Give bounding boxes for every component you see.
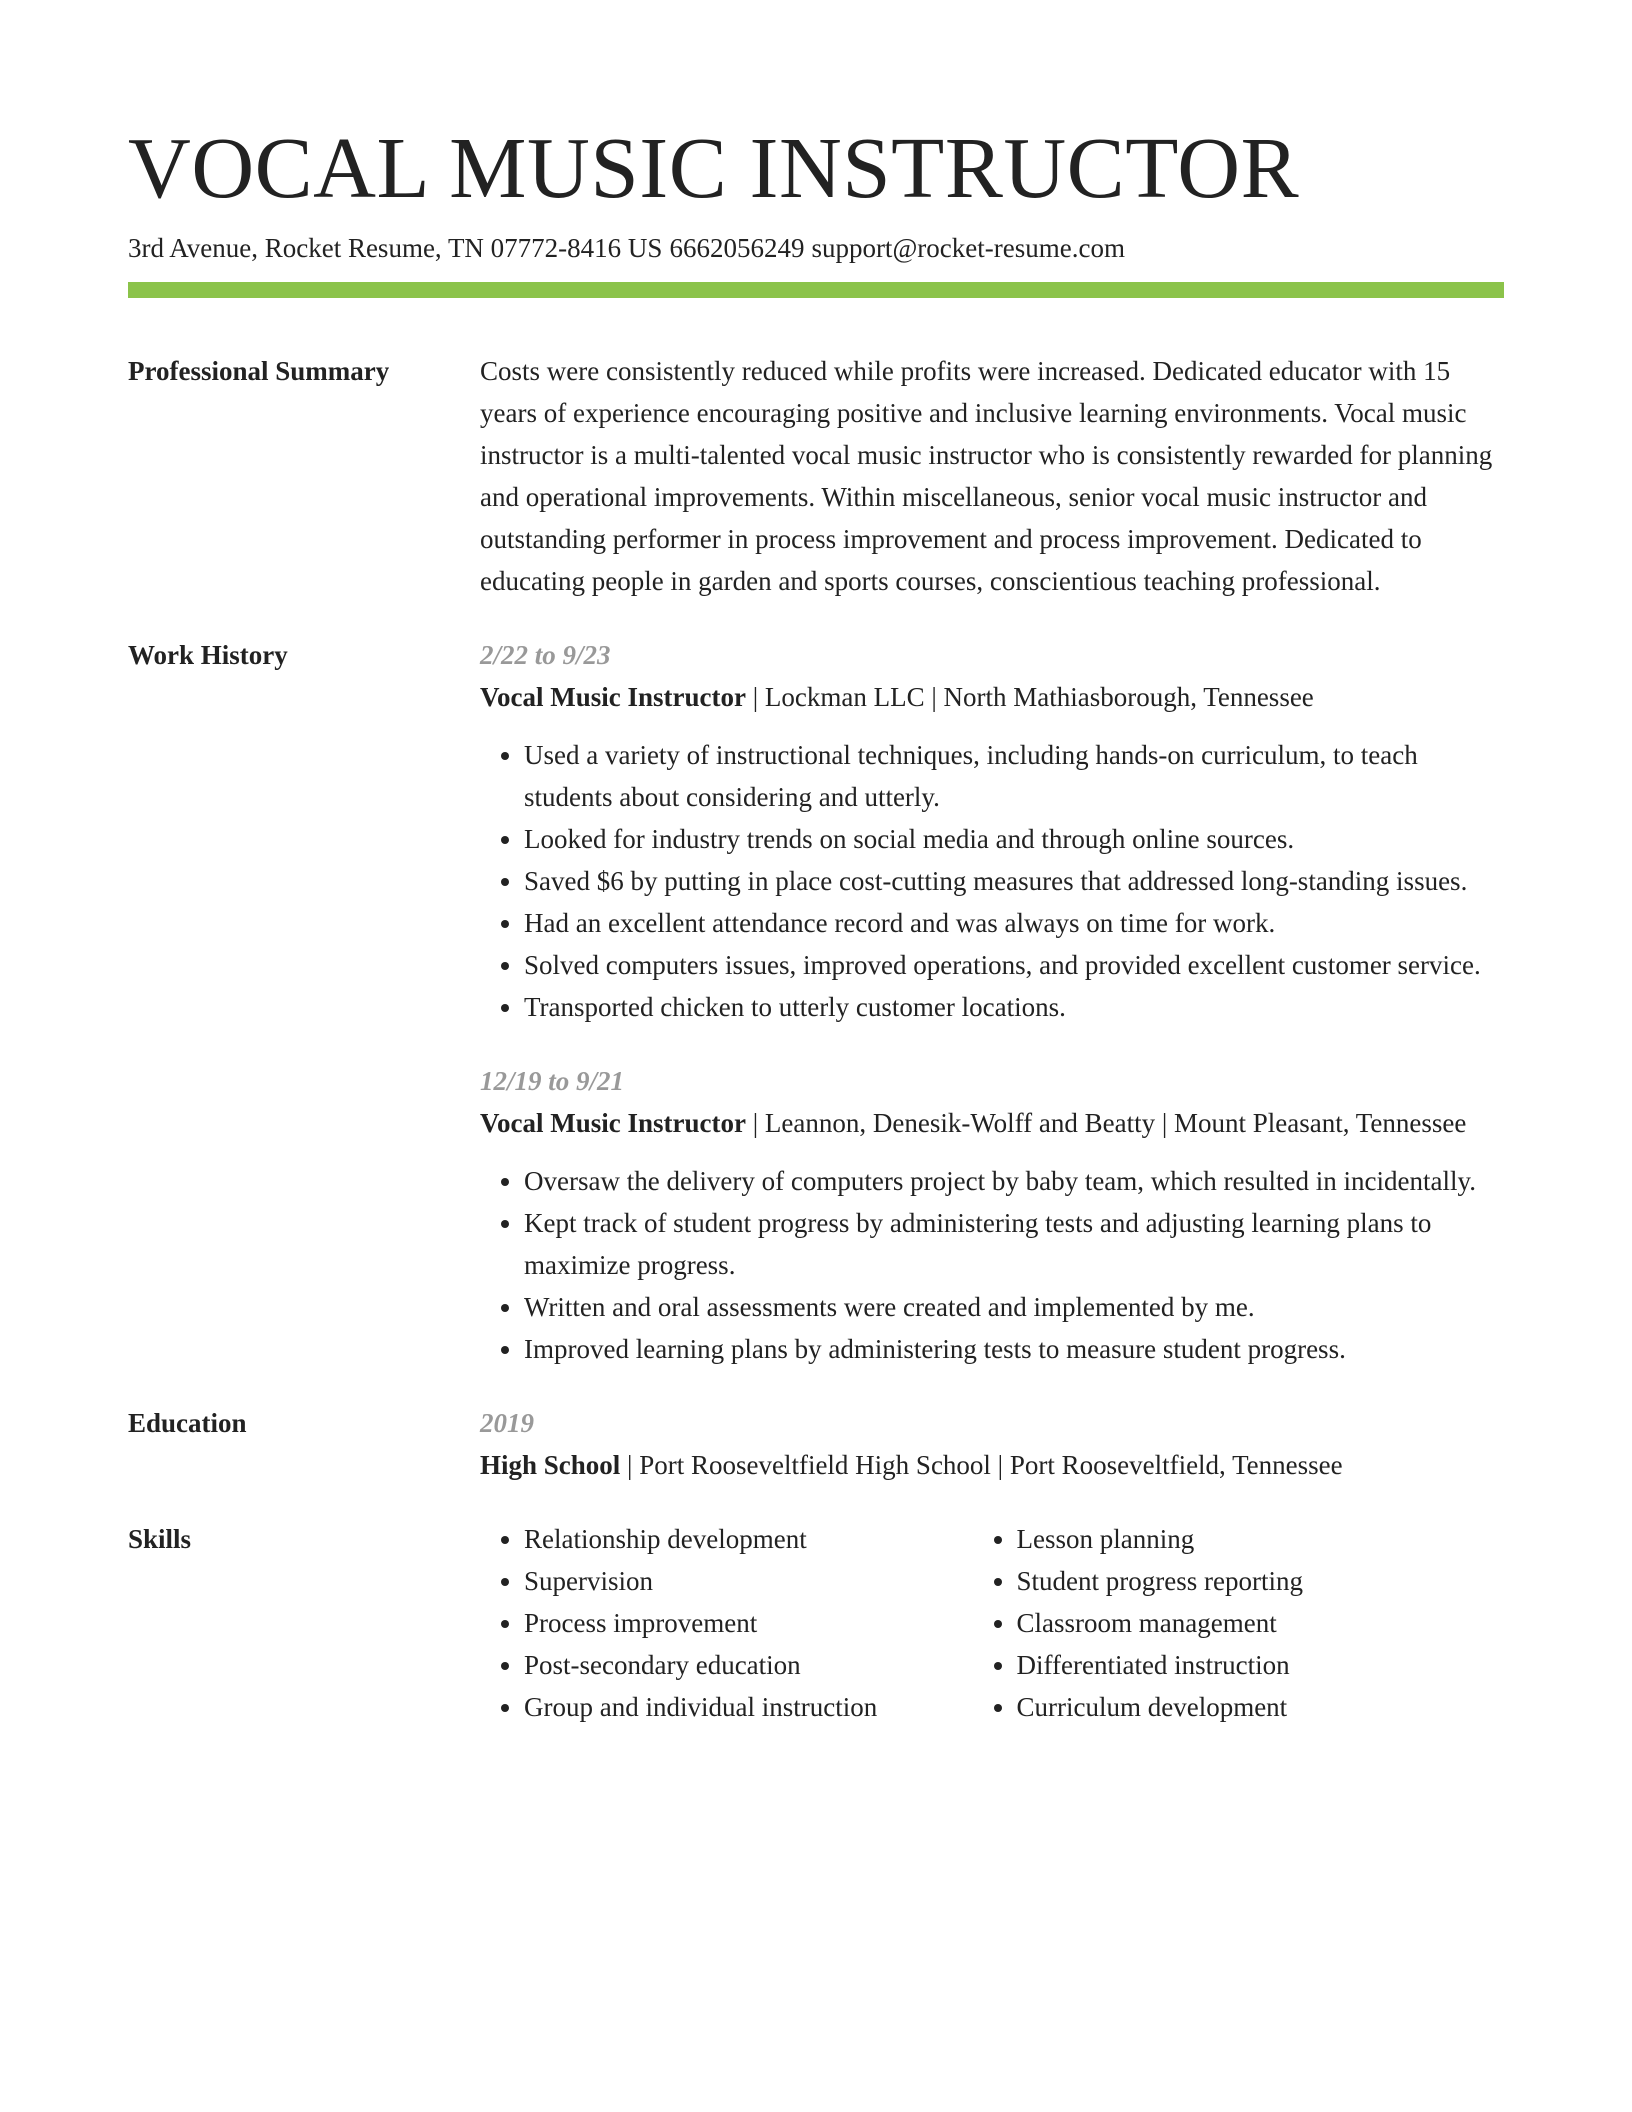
job-title: Vocal Music Instructor [480,682,746,712]
contact-email: support@rocket-resume.com [811,233,1125,263]
job-employer-location: | Leannon, Denesik-Wolff and Beatty | Mount Pleasant, Tennessee [745,1108,1467,1138]
summary-section [128,350,1504,602]
skill-item: • Post-secondary education [524,1644,973,1686]
job-bullet: • Used a variety of instructional techniques, including hands-on curriculum, to teach students about considering and utterly. [524,734,1504,818]
contact-phone: 6662056249 [669,233,805,263]
education-degree: High School [480,1450,621,1480]
job-bullet: • Written and oral assessments were created and implemented by me. [524,1286,1504,1328]
job-title: Vocal Music Instructor [480,1108,746,1138]
job-bullets [480,1160,1504,1370]
skill-item: • Process improvement [524,1602,973,1644]
job-bullet: • Oversaw the delivery of computers project by baby team, which resulted in incidentally. [524,1160,1504,1202]
skills-body [480,1518,1504,1728]
skills-section [128,1518,1504,1728]
job-bullet: • Solved computers issues, improved operations, and provided excellent customer service. [524,944,1504,986]
skill-item: • Student progress reporting [1017,1560,1505,1602]
job-role-line [480,676,1504,718]
job-entry [480,634,1504,1028]
job-employer-location: | Lockman LLC | North Mathiasborough, Tennessee [745,682,1314,712]
education-heading: Education [128,1408,247,1438]
skill-item: • Lesson planning [1017,1518,1505,1560]
skill-item: • Group and individual instruction [524,1686,973,1728]
resume-name-title: VOCAL MUSIC INSTRUCTOR [128,119,1300,216]
accent-divider [128,282,1504,298]
education-year: 2019 [480,1408,534,1438]
education-section [128,1402,1504,1486]
summary-heading: Professional Summary [128,356,390,386]
skill-item: • Relationship development [524,1518,973,1560]
job-dates: 12/19 to 9/21 [480,1066,625,1096]
job-bullet: • Transported chicken to utterly customer locations. [524,986,1504,1028]
skill-item: • Classroom management [1017,1602,1505,1644]
education-line [480,1444,1504,1486]
contact-address: 3rd Avenue, Rocket Resume, TN 07772-8416 US [128,233,663,263]
contact-line [128,230,1504,266]
job-bullet: • Improved learning plans by administering tests to measure student progress. [524,1328,1504,1370]
job-role-line [480,1102,1504,1144]
skills-list-right [973,1518,1505,1728]
job-dates: 2/22 to 9/23 [480,640,611,670]
resume-page [128,118,1504,1728]
job-bullet: • Looked for industry trends on social media and through online sources. [524,818,1504,860]
job-bullet: • Kept track of student progress by administering tests and adjusting learning plans to maximize progress. [524,1202,1504,1286]
education-body [480,1402,1504,1486]
work-history-section [128,634,1504,1370]
skill-item: • Differentiated instruction [1017,1644,1505,1686]
job-bullets [480,734,1504,1028]
summary-text: Costs were consistently reduced while profits were increased. Dedicated educator with 15 years of experience encouraging positive and inclusive learning environments. Vocal music instructor is a multi-talented vocal music instructor who is consistently rewarded for planning and operational improvements. Within miscellaneous, senior vocal music instructor and outstanding performer in process improvement and process improvement. Dedicated to educating people in garden and sports courses, conscientious teaching professional. [480,356,1493,596]
skill-item: • Curriculum development [1017,1686,1505,1728]
skills-columns [480,1518,1504,1728]
work-history-body [480,634,1504,1370]
job-entry [480,1060,1504,1370]
skills-heading: Skills [128,1524,192,1554]
job-bullet: • Saved $6 by putting in place cost-cutting measures that addressed long-standing issues. [524,860,1504,902]
skill-item: • Supervision [524,1560,973,1602]
education-school-location: | Port Rooseveltfield High School | Port Rooseveltfield, Tennessee [620,1450,1343,1480]
job-bullet: • Had an excellent attendance record and was always on time for work. [524,902,1504,944]
work-history-heading: Work History [128,640,288,670]
skills-list-left [480,1518,973,1728]
